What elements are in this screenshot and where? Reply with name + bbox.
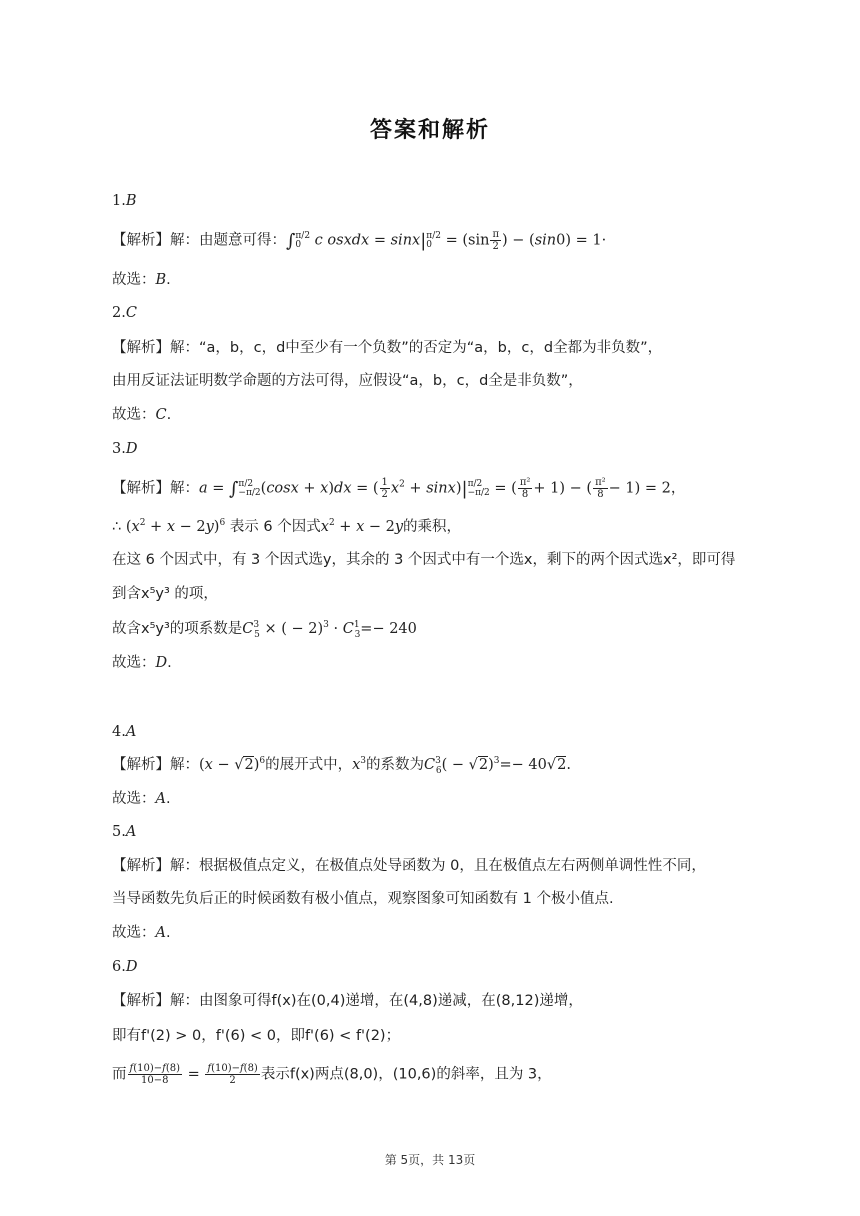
question-1-answer: [112, 191, 137, 211]
analysis-text: 而: [112, 1066, 127, 1083]
solve-label: 解：: [170, 480, 199, 497]
question-6-analysis: [112, 991, 583, 1011]
answer-letter: C: [125, 305, 137, 321]
question-4-analysis: 【解析】解：$(x - √2)^6$的展开式中，$x^3$的系数为$C^3_6( - √2)^3=- 40√2$.: [112, 756, 571, 776]
analysis-text: 在这 6 个因式中，有 3 个因式选y，其余的 3 个因式中有一个选x，剩下的两个因式选x²，即可得: [112, 552, 736, 568]
question-5-answer: [112, 822, 136, 842]
answer-letter: A: [125, 724, 137, 740]
analysis-text: 即有f'(2) > 0，f'(6) < 0，即f'(6) < f'(2)；: [112, 1028, 401, 1044]
question-2-answer: [112, 303, 137, 323]
coefficient-value: =− 40: [499, 757, 547, 773]
choice-letter: A: [155, 925, 166, 941]
page-title: 答案和解析: [369, 118, 490, 143]
question-4-answer: [112, 722, 136, 742]
choose-label: 故选：: [112, 925, 156, 941]
answer-letter: D: [125, 441, 138, 457]
question-6-analysis-line2: [112, 1026, 400, 1046]
solve-label: 解：: [170, 757, 199, 773]
analysis-label: 【解析】: [112, 858, 170, 874]
question-5-analysis: [112, 856, 706, 876]
question-1-choice: 故选：B.: [112, 272, 171, 288]
question-3-analysis-line4: [112, 584, 218, 604]
choice-letter: C: [155, 407, 167, 423]
analysis-text: 故含x⁵y³的项系数是: [112, 621, 243, 637]
question-3-analysis: 【解析】解：a = ∫ π/2 −π/2 (cosx + x)dx = ( $\frac{1}{2}$ $x^2 + \sin x)|$ π/2 −π/2 = ( $\frac{\text{π²}}{8}$ + 1) − ( $\frac{\text{π²}}{8}$ − 1) = 2，: [112, 477, 686, 500]
analysis-label: 【解析】: [112, 340, 170, 356]
analysis-text: 根据极值点定义，在极值点处导函数为 0，且在极值点左右两侧单调性性不同，: [199, 858, 706, 874]
analysis-label: 【解析】: [112, 232, 170, 249]
analysis-text: 的系数为: [366, 757, 425, 773]
question-3-analysis-line2: ∴ $(x^2 + x - 2y)^6$ 表示 6 个因式$x^2 + x - 2y$的乘积，: [112, 518, 462, 535]
choose-label: 故选：: [112, 272, 156, 288]
question-number: 1.: [112, 193, 126, 209]
analysis-text: “a，b，c，d中至少有一个负数”的否定为“a，b，c，d全都为非负数”，: [199, 340, 663, 356]
answer-letter: D: [125, 959, 138, 975]
analysis-text: 到含x⁵y³ 的项，: [112, 586, 218, 602]
analysis-text: 当导函数先负后正的时候函数有极小值点，观察图象可知函数有 1 个极小值点.: [112, 891, 614, 907]
analysis-text: 的乘积，: [403, 519, 462, 535]
question-3-analysis-line3: [112, 550, 735, 570]
question-3-answer: [112, 439, 137, 459]
answer-letter: A: [125, 824, 137, 840]
solve-label: 解：: [170, 993, 199, 1009]
choose-label: 故选：: [112, 655, 156, 671]
question-5-analysis-cont: [112, 889, 614, 909]
question-2-choice: 故选：C.: [112, 407, 172, 423]
question-2-analysis-cont: [112, 371, 583, 391]
question-6-answer: [112, 957, 137, 977]
choose-label: 故选：: [112, 407, 156, 423]
solve-label: 解：: [170, 232, 199, 249]
answer-letter: B: [125, 193, 137, 209]
page-footer: 第 5页，共 13页: [384, 1153, 476, 1167]
analysis-text: 的展开式中，: [265, 757, 353, 773]
question-6-analysis-line3: 而 $\frac{f(10)-f(8)}{10-8}$ = $\frac{f(10)-f(8)}{2}$ 表示f(x)两点(8,0)，(10,6)的斜率，且为 3，: [112, 1063, 552, 1086]
question-number: 5.: [112, 824, 126, 840]
question-number: 6.: [112, 959, 126, 975]
question-1-analysis: 【解析】解：由题意可得：∫ π/2 0 c osxdx = sinx| π/2 0 = (sin $\frac{\pi}{2}$ ) − (sin0) = 1·: [112, 229, 607, 252]
analysis-label: 【解析】: [112, 480, 170, 497]
question-number: 2.: [112, 305, 126, 321]
analysis-label: 【解析】: [112, 993, 170, 1009]
choice-letter: A: [155, 791, 166, 807]
analysis-text: 由图象可得f(x)在(0,4)递增，在(4,8)递减，在(8,12)递增，: [199, 993, 583, 1009]
coefficient-value: =− 240: [360, 621, 417, 637]
choice-letter: B: [155, 272, 167, 288]
analysis-text: 由题意可得：: [199, 232, 286, 249]
question-number: 3.: [112, 441, 126, 457]
question-number: 4.: [112, 724, 126, 740]
question-2-analysis: [112, 338, 662, 358]
question-5-choice: 故选：A.: [112, 925, 171, 941]
analysis-text: 由用反证法证明数学命题的方法可得，应假设“a，b，c，d全是非负数”，: [112, 373, 583, 389]
solve-label: 解：: [170, 858, 199, 874]
choice-letter: D: [155, 655, 168, 671]
question-4-choice: 故选：A.: [112, 791, 171, 807]
solve-label: 解：: [170, 340, 199, 356]
analysis-text: 表示 6 个因式: [229, 519, 321, 535]
question-3-choice: 故选：D.: [112, 655, 172, 671]
analysis-text: 表示f(x)两点(8,0)，(10,6)的斜率，且为 3，: [260, 1066, 552, 1083]
question-3-analysis-line5: 故含x⁵y³的项系数是$C^3_5$ × ( − $2)^3 \cdot C^1_3=- 240$: [112, 620, 417, 640]
analysis-label: 【解析】: [112, 757, 170, 773]
choose-label: 故选：: [112, 791, 156, 807]
therefore-symbol: ∴: [112, 519, 122, 535]
